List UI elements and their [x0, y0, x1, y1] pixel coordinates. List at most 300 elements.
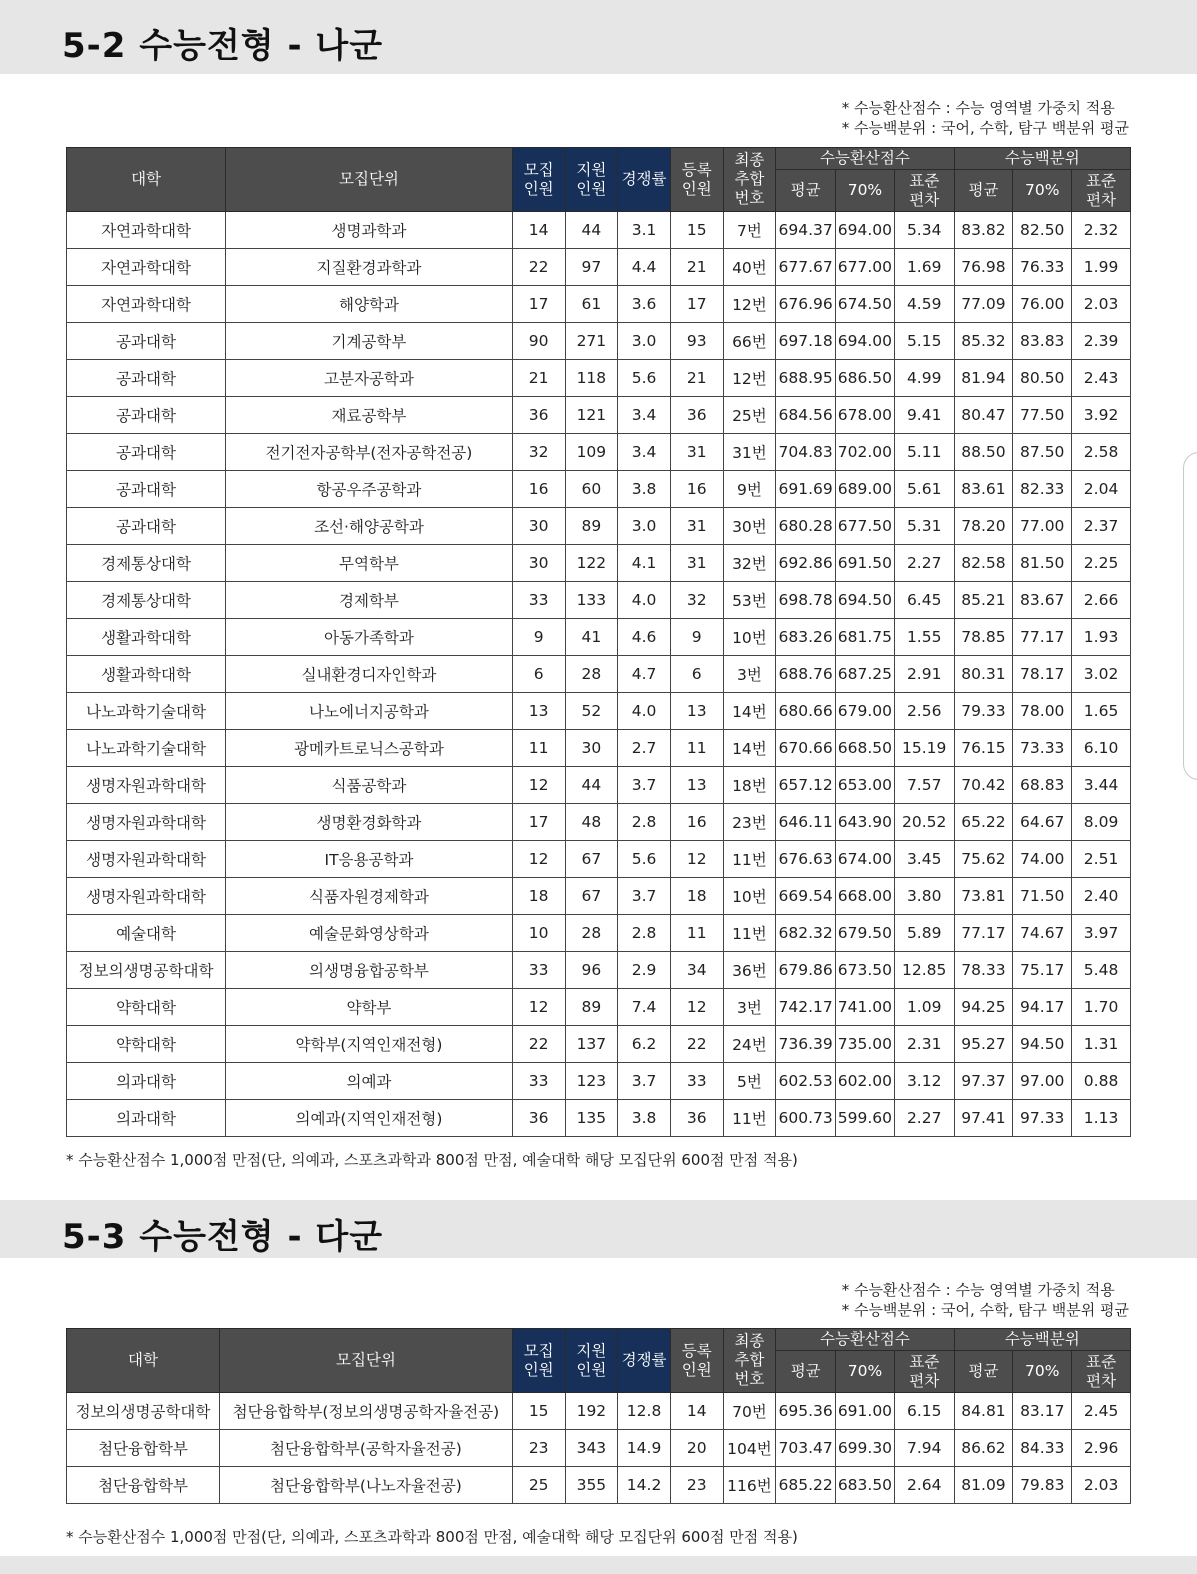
- table-cell: 자연과학대학: [67, 212, 226, 249]
- table-cell: 5.15: [894, 323, 954, 360]
- table-cell: 첨단융합학부(나노자율전공): [220, 1467, 513, 1504]
- table-cell: 85.21: [954, 582, 1013, 619]
- table-cell: 95.27: [954, 1026, 1013, 1063]
- table-cell: 31: [670, 434, 723, 471]
- header-conv-70: 70%: [836, 1351, 895, 1393]
- table-cell: 2.27: [894, 545, 954, 582]
- table-cell: 6: [512, 656, 565, 693]
- table-cell: 673.50: [836, 952, 895, 989]
- table-cell: 15: [512, 1393, 565, 1430]
- table-cell: 4.0: [618, 693, 671, 730]
- table-cell: 2.31: [894, 1026, 954, 1063]
- table-cell: 691.50: [836, 545, 895, 582]
- table-cell: 81.09: [954, 1467, 1013, 1504]
- table-cell: 30: [512, 545, 565, 582]
- table-cell: 12: [512, 767, 565, 804]
- table-cell: 12.85: [894, 952, 954, 989]
- table-cell: 683.50: [836, 1467, 895, 1504]
- table-cell: 31번: [723, 434, 776, 471]
- table-cell: 3.8: [618, 471, 671, 508]
- table-cell: 79.33: [954, 693, 1013, 730]
- table-cell: 683.26: [776, 619, 836, 656]
- table-cell: 16: [512, 471, 565, 508]
- table-cell: 736.39: [776, 1026, 836, 1063]
- table-cell: 21: [512, 360, 565, 397]
- table-cell: 약학부(지역인재전형): [226, 1026, 513, 1063]
- table-cell: 694.37: [776, 212, 836, 249]
- table-cell: 지질환경과학과: [226, 249, 513, 286]
- table-cell: 741.00: [836, 989, 895, 1026]
- table-cell: 10: [512, 915, 565, 952]
- table-cell: 정보의생명공학대학: [67, 1393, 220, 1430]
- table-cell: 18번: [723, 767, 776, 804]
- table-cell: 22: [670, 1026, 723, 1063]
- table-cell: 3.4: [618, 397, 671, 434]
- table-cell: 광메카트로닉스공학과: [226, 730, 513, 767]
- table-cell: 93: [670, 323, 723, 360]
- table-cell: 16: [670, 804, 723, 841]
- table-cell: 21: [670, 249, 723, 286]
- table-cell: 11번: [723, 841, 776, 878]
- table-cell: 10번: [723, 619, 776, 656]
- table-row: [67, 730, 1131, 767]
- table-cell: 14.9: [618, 1430, 671, 1467]
- table-cell: 697.18: [776, 323, 836, 360]
- table-cell: 17: [512, 286, 565, 323]
- table-cell: 3.7: [618, 878, 671, 915]
- note-line: * 수능백분위 : 국어, 수학, 탐구 백분위 평균: [841, 119, 1129, 137]
- table-cell: 2.7: [618, 730, 671, 767]
- section-title: 5-2 수능전형 - 나군: [62, 26, 384, 66]
- header-univ: 대학: [67, 1329, 220, 1393]
- table-cell: 4.4: [618, 249, 671, 286]
- table-cell: 668.50: [836, 730, 895, 767]
- table-cell: 123: [565, 1063, 618, 1100]
- header-enroll: 등록 인원: [670, 1329, 723, 1393]
- table-row: [67, 693, 1131, 730]
- table-cell: IT응용공학과: [226, 841, 513, 878]
- table-cell: 6.10: [1072, 730, 1131, 767]
- table-cell: 3.7: [618, 1063, 671, 1100]
- table-cell: 아동가족학과: [226, 619, 513, 656]
- table-cell: 5.11: [894, 434, 954, 471]
- table-cell: 생명자원과학대학: [67, 841, 226, 878]
- table-cell: 9.41: [894, 397, 954, 434]
- header-pct-group: 수능백분위: [954, 1329, 1130, 1351]
- bottom-bar: [0, 1556, 1197, 1574]
- table-cell: 78.33: [954, 952, 1013, 989]
- table-cell: 41: [565, 619, 618, 656]
- table-cell: 12번: [723, 360, 776, 397]
- table-cell: 97: [565, 249, 618, 286]
- table-cell: 1.65: [1072, 693, 1131, 730]
- table-row: [67, 508, 1131, 545]
- table-cell: 약학대학: [67, 989, 226, 1026]
- table-row: [67, 545, 1131, 582]
- table-cell: 18: [512, 878, 565, 915]
- table-row: [67, 323, 1131, 360]
- table-cell: 공과대학: [67, 471, 226, 508]
- header-conv-group: 수능환산점수: [776, 148, 954, 170]
- table-cell: 14: [670, 1393, 723, 1430]
- table-cell: 5.34: [894, 212, 954, 249]
- table-cell: 685.22: [776, 1467, 836, 1504]
- table-cell: 74.67: [1013, 915, 1072, 952]
- table-cell: 94.50: [1013, 1026, 1072, 1063]
- header-pct-70: 70%: [1013, 1351, 1072, 1393]
- header-apply: 지원 인원: [565, 148, 618, 212]
- table-row: [67, 656, 1131, 693]
- table-cell: 676.96: [776, 286, 836, 323]
- table-cell: 2.8: [618, 804, 671, 841]
- header-rate: 경쟁률: [618, 148, 671, 212]
- table-cell: 65.22: [954, 804, 1013, 841]
- table-cell: 28: [565, 656, 618, 693]
- table-cell: 전기전자공학부(전자공학전공): [226, 434, 513, 471]
- table-cell: 고분자공학과: [226, 360, 513, 397]
- admission-table: [66, 1328, 1131, 1504]
- table-cell: 첨단융합학부: [67, 1467, 220, 1504]
- table-cell: 2.66: [1072, 582, 1131, 619]
- table-cell: 76.98: [954, 249, 1013, 286]
- table-cell: 2.51: [1072, 841, 1131, 878]
- table-cell: 3.7: [618, 767, 671, 804]
- table-cell: 674.50: [836, 286, 895, 323]
- table-cell: 82.33: [1013, 471, 1072, 508]
- table-cell: 271: [565, 323, 618, 360]
- table-cell: 678.00: [836, 397, 895, 434]
- table-cell: 643.90: [836, 804, 895, 841]
- table-cell: 78.85: [954, 619, 1013, 656]
- table-cell: 3번: [723, 656, 776, 693]
- table-cell: 79.83: [1013, 1467, 1072, 1504]
- table-cell: 97.00: [1013, 1063, 1072, 1100]
- table-row: [67, 249, 1131, 286]
- table-cell: 681.75: [836, 619, 895, 656]
- table-cell: 669.54: [776, 878, 836, 915]
- table-cell: 116번: [723, 1467, 776, 1504]
- admission-table: [66, 147, 1131, 1137]
- table-cell: 3.0: [618, 323, 671, 360]
- table-row: [67, 878, 1131, 915]
- header-pct-70: 70%: [1013, 170, 1072, 212]
- table-cell: 31: [670, 545, 723, 582]
- table-cell: 676.63: [776, 841, 836, 878]
- table-cell: 해양학과: [226, 286, 513, 323]
- table-cell: 8.09: [1072, 804, 1131, 841]
- table-cell: 의생명융합공학부: [226, 952, 513, 989]
- table-cell: 94.25: [954, 989, 1013, 1026]
- table-cell: 60: [565, 471, 618, 508]
- table-cell: 12: [670, 989, 723, 1026]
- header-dept: 모집단위: [220, 1329, 513, 1393]
- table-cell: 97.37: [954, 1063, 1013, 1100]
- table-cell: 78.20: [954, 508, 1013, 545]
- table-cell: 1.70: [1072, 989, 1131, 1026]
- table-cell: 44: [565, 767, 618, 804]
- table-cell: 53번: [723, 582, 776, 619]
- notes: [842, 98, 1129, 138]
- header-rate: 경쟁률: [618, 1329, 671, 1393]
- table-cell: 83.17: [1013, 1393, 1072, 1430]
- note-line: * 수능환산점수 : 수능 영역별 가중치 적용: [841, 1281, 1115, 1299]
- table-cell: 12: [670, 841, 723, 878]
- table-cell: 85.32: [954, 323, 1013, 360]
- table-cell: 1.99: [1072, 249, 1131, 286]
- table-cell: 74.00: [1013, 841, 1072, 878]
- table-cell: 23: [670, 1467, 723, 1504]
- table-cell: 33: [512, 952, 565, 989]
- table-cell: 122: [565, 545, 618, 582]
- table-cell: 7번: [723, 212, 776, 249]
- table-cell: 9번: [723, 471, 776, 508]
- table-cell: 1.93: [1072, 619, 1131, 656]
- table-cell: 15: [670, 212, 723, 249]
- table-cell: 의예과(지역인재전형): [226, 1100, 513, 1137]
- table-cell: 17: [512, 804, 565, 841]
- table-cell: 3.4: [618, 434, 671, 471]
- table-cell: 602.53: [776, 1063, 836, 1100]
- table-cell: 691.69: [776, 471, 836, 508]
- note-line: * 수능백분위 : 국어, 수학, 탐구 백분위 평균: [841, 1301, 1129, 1319]
- table-cell: 14.2: [618, 1467, 671, 1504]
- table-cell: 600.73: [776, 1100, 836, 1137]
- table-cell: 704.83: [776, 434, 836, 471]
- table-row: [67, 1100, 1131, 1137]
- table-row: [67, 1467, 1131, 1504]
- table-cell: 첨단융합학부(정보의생명공학자율전공): [220, 1393, 513, 1430]
- table-row: [67, 767, 1131, 804]
- header-pct-sd: 표준 편차: [1072, 170, 1131, 212]
- table-cell: 703.47: [776, 1430, 836, 1467]
- table-cell: 4.99: [894, 360, 954, 397]
- notes: [842, 1280, 1129, 1320]
- table-cell: 항공우주공학과: [226, 471, 513, 508]
- table-cell: 33: [512, 582, 565, 619]
- table-row: [67, 804, 1131, 841]
- table-cell: 80.31: [954, 656, 1013, 693]
- table-cell: 137: [565, 1026, 618, 1063]
- table-cell: 691.00: [836, 1393, 895, 1430]
- table-cell: 생명환경화학과: [226, 804, 513, 841]
- table-cell: 6.2: [618, 1026, 671, 1063]
- table-cell: 20: [670, 1430, 723, 1467]
- table-cell: 무역학부: [226, 545, 513, 582]
- table-cell: 23번: [723, 804, 776, 841]
- table-row: [67, 212, 1131, 249]
- table-cell: 695.36: [776, 1393, 836, 1430]
- table-cell: 83.61: [954, 471, 1013, 508]
- table-cell: 경제통상대학: [67, 582, 226, 619]
- table-cell: 684.56: [776, 397, 836, 434]
- table-row: [67, 1063, 1131, 1100]
- table-cell: 2.58: [1072, 434, 1131, 471]
- table-cell: 97.33: [1013, 1100, 1072, 1137]
- table-cell: 2.8: [618, 915, 671, 952]
- table-cell: 13: [512, 693, 565, 730]
- table-cell: 87.50: [1013, 434, 1072, 471]
- table-cell: 28: [565, 915, 618, 952]
- table-cell: 5번: [723, 1063, 776, 1100]
- table-cell: 3.97: [1072, 915, 1131, 952]
- header-enroll: 등록 인원: [670, 148, 723, 212]
- header-pct-sd: 표준 편차: [1072, 1351, 1131, 1393]
- table-cell: 30: [565, 730, 618, 767]
- table-cell: 33: [512, 1063, 565, 1100]
- side-scroll-tab[interactable]: [1183, 452, 1197, 780]
- table-cell: 77.17: [1013, 619, 1072, 656]
- table-cell: 646.11: [776, 804, 836, 841]
- table-cell: 694.00: [836, 212, 895, 249]
- table-cell: 86.62: [954, 1430, 1013, 1467]
- table-cell: 694.50: [836, 582, 895, 619]
- table-cell: 생활과학대학: [67, 656, 226, 693]
- table-cell: 2.43: [1072, 360, 1131, 397]
- table-cell: 약학대학: [67, 1026, 226, 1063]
- table-cell: 30: [512, 508, 565, 545]
- table-cell: 6.45: [894, 582, 954, 619]
- table-cell: 78.17: [1013, 656, 1072, 693]
- table-cell: 11: [670, 730, 723, 767]
- table-cell: 31: [670, 508, 723, 545]
- table-cell: 83.82: [954, 212, 1013, 249]
- table-cell: 682.32: [776, 915, 836, 952]
- table-cell: 16: [670, 471, 723, 508]
- table-cell: 71.50: [1013, 878, 1072, 915]
- table-cell: 3.92: [1072, 397, 1131, 434]
- table-cell: 668.00: [836, 878, 895, 915]
- header-final: 최종 추합 번호: [723, 1329, 776, 1393]
- table-cell: 687.25: [836, 656, 895, 693]
- table-cell: 공과대학: [67, 323, 226, 360]
- table-cell: 76.15: [954, 730, 1013, 767]
- table-cell: 81.50: [1013, 545, 1072, 582]
- table-cell: 73.33: [1013, 730, 1072, 767]
- table-cell: 공과대학: [67, 508, 226, 545]
- table-cell: 4.59: [894, 286, 954, 323]
- table-row: [67, 952, 1131, 989]
- table-cell: 66번: [723, 323, 776, 360]
- table-cell: 3.1: [618, 212, 671, 249]
- table-cell: 133: [565, 582, 618, 619]
- table-cell: 90: [512, 323, 565, 360]
- table-cell: 14번: [723, 730, 776, 767]
- table-cell: 10번: [723, 878, 776, 915]
- table-cell: 40번: [723, 249, 776, 286]
- table-cell: 677.50: [836, 508, 895, 545]
- table-cell: 나노과학기술대학: [67, 730, 226, 767]
- table-cell: 23: [512, 1430, 565, 1467]
- table-cell: 3.0: [618, 508, 671, 545]
- table-cell: 2.40: [1072, 878, 1131, 915]
- table-cell: 75.62: [954, 841, 1013, 878]
- table-cell: 20.52: [894, 804, 954, 841]
- table-cell: 경제학부: [226, 582, 513, 619]
- table-cell: 80.47: [954, 397, 1013, 434]
- table-cell: 84.33: [1013, 1430, 1072, 1467]
- table-cell: 3.45: [894, 841, 954, 878]
- table-cell: 36번: [723, 952, 776, 989]
- header-recruit: 모집 인원: [512, 1329, 565, 1393]
- table-cell: 나노과학기술대학: [67, 693, 226, 730]
- table-cell: 3.8: [618, 1100, 671, 1137]
- table-cell: 688.76: [776, 656, 836, 693]
- table-cell: 21: [670, 360, 723, 397]
- table-cell: 679.86: [776, 952, 836, 989]
- table-cell: 생명자원과학대학: [67, 804, 226, 841]
- table-cell: 22: [512, 249, 565, 286]
- table-cell: 677.00: [836, 249, 895, 286]
- table-row: [67, 619, 1131, 656]
- table-cell: 81.94: [954, 360, 1013, 397]
- table-cell: 192: [565, 1393, 618, 1430]
- table-row: [67, 286, 1131, 323]
- table-cell: 나노에너지공학과: [226, 693, 513, 730]
- table-cell: 77.50: [1013, 397, 1072, 434]
- table-cell: 11번: [723, 915, 776, 952]
- table-cell: 공과대학: [67, 360, 226, 397]
- note-line: * 수능환산점수 : 수능 영역별 가중치 적용: [841, 99, 1115, 117]
- header-final: 최종 추합 번호: [723, 148, 776, 212]
- table-cell: 702.00: [836, 434, 895, 471]
- table-cell: 생명자원과학대학: [67, 878, 226, 915]
- table-cell: 735.00: [836, 1026, 895, 1063]
- table-cell: 4.6: [618, 619, 671, 656]
- table-cell: 694.00: [836, 323, 895, 360]
- table-cell: 33: [670, 1063, 723, 1100]
- table-cell: 83.67: [1013, 582, 1072, 619]
- table-cell: 83.83: [1013, 323, 1072, 360]
- table-cell: 82.50: [1013, 212, 1072, 249]
- table-cell: 약학부: [226, 989, 513, 1026]
- table-cell: 2.39: [1072, 323, 1131, 360]
- table-cell: 82.58: [954, 545, 1013, 582]
- table-cell: 13: [670, 767, 723, 804]
- table-cell: 식품자원경제학과: [226, 878, 513, 915]
- table-cell: 686.50: [836, 360, 895, 397]
- table-cell: 48: [565, 804, 618, 841]
- table-cell: 3.12: [894, 1063, 954, 1100]
- table-cell: 84.81: [954, 1393, 1013, 1430]
- table-cell: 688.95: [776, 360, 836, 397]
- table-cell: 1.69: [894, 249, 954, 286]
- table-cell: 생명자원과학대학: [67, 767, 226, 804]
- table-cell: 76.33: [1013, 249, 1072, 286]
- table-cell: 5.61: [894, 471, 954, 508]
- table-cell: 94.17: [1013, 989, 1072, 1026]
- footnote: * 수능환산점수 1,000점 만점(단, 의예과, 스포츠과학과 800점 만점, 예술대학 해당 모집단위 600점 만점 적용): [66, 1151, 798, 1169]
- table-cell: 15.19: [894, 730, 954, 767]
- table-cell: 25번: [723, 397, 776, 434]
- header-conv-70: 70%: [836, 170, 895, 212]
- table-cell: 3.02: [1072, 656, 1131, 693]
- table-cell: 674.00: [836, 841, 895, 878]
- table-cell: 2.37: [1072, 508, 1131, 545]
- table-cell: 5.6: [618, 841, 671, 878]
- table-row: [67, 360, 1131, 397]
- table-cell: 자연과학대학: [67, 286, 226, 323]
- table-cell: 6: [670, 656, 723, 693]
- table-cell: 61: [565, 286, 618, 323]
- table-cell: 36: [670, 1100, 723, 1137]
- table-cell: 18: [670, 878, 723, 915]
- table-cell: 104번: [723, 1430, 776, 1467]
- table-row: [67, 989, 1131, 1026]
- table-cell: 22: [512, 1026, 565, 1063]
- table-row: [67, 434, 1131, 471]
- table-cell: 0.88: [1072, 1063, 1131, 1100]
- table-cell: 4.1: [618, 545, 671, 582]
